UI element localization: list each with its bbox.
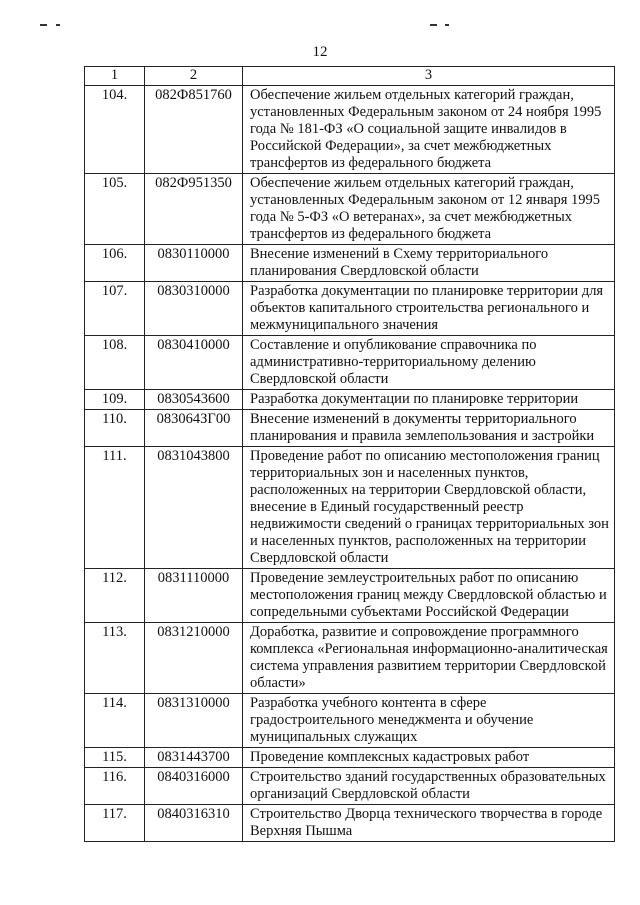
table-row xyxy=(85,447,615,569)
page-number: 12 xyxy=(312,44,328,60)
row-description: Разработка документации по планировке территории xyxy=(243,390,615,410)
row-code: 0831043800 xyxy=(145,447,243,569)
row-number: 106. xyxy=(85,245,145,282)
row-description: Проведение работ по описанию местоположения границ территориальных зон и населенных пунктов, расположенных на территории Свердловской области, внесение в Единый государственный реестр недвижимости сведений о границах территориальных зон и населенных пунктов, расположенных на территории Свердловской области xyxy=(243,447,615,569)
row-description: Внесение изменений в Схему территориального планирования Свердловской области xyxy=(243,245,615,282)
row-description: Составление и опубликование справочника по административно-территориальному делению Свердловской области xyxy=(243,336,615,390)
row-description: Проведение землеустроительных работ по описанию местоположения границ между Свердловской областью и сопредельными субъектами Российской Федерации xyxy=(243,569,615,623)
scan-mark-right xyxy=(430,24,437,26)
row-description: Проведение комплексных кадастровых работ xyxy=(243,748,615,768)
budget-codes-table xyxy=(84,66,615,842)
row-code: 0831110000 xyxy=(145,569,243,623)
row-code: 0831210000 xyxy=(145,623,243,694)
table-row xyxy=(85,282,615,336)
row-number: 115. xyxy=(85,748,145,768)
table-row xyxy=(85,336,615,390)
row-number: 105. xyxy=(85,174,145,245)
table-row xyxy=(85,694,615,748)
table-row xyxy=(85,174,615,245)
column-header-1: 1 xyxy=(85,67,145,86)
row-number: 113. xyxy=(85,623,145,694)
table-row xyxy=(85,805,615,842)
row-code: 0831310000 xyxy=(145,694,243,748)
row-number: 111. xyxy=(85,447,145,569)
column-header-2: 2 xyxy=(145,67,243,86)
table-row xyxy=(85,768,615,805)
row-number: 117. xyxy=(85,805,145,842)
row-description: Разработка учебного контента в сфере градостроительного менеджмента и обучение муниципальных служащих xyxy=(243,694,615,748)
row-code: 0840316000 xyxy=(145,768,243,805)
scan-mark-left-2 xyxy=(56,24,60,26)
row-code: 083064ЗГ00 xyxy=(145,410,243,447)
table-row xyxy=(85,86,615,174)
table-row xyxy=(85,623,615,694)
row-number: 112. xyxy=(85,569,145,623)
row-code: 0830410000 xyxy=(145,336,243,390)
table-row xyxy=(85,410,615,447)
scan-mark-left xyxy=(40,24,47,26)
row-number: 114. xyxy=(85,694,145,748)
row-description: Строительство Дворца технического творчества в городе Верхняя Пышма xyxy=(243,805,615,842)
row-description: Доработка, развитие и сопровождение программного комплекса «Региональная информационно-аналитическая система управления развитием территории Свердловской области» xyxy=(243,623,615,694)
row-code: 082Ф951350 xyxy=(145,174,243,245)
row-number: 104. xyxy=(85,86,145,174)
row-description: Разработка документации по планировке территории для объектов капитального строительства регионального и межмуниципального значения xyxy=(243,282,615,336)
row-description: Обеспечение жильем отдельных категорий граждан, установленных Федеральным законом от 24 ноября 1995 года № 181-ФЗ «О социальной защите инвалидов в Российской Федерации», за счет межбюджетных трансфертов из федерального бюджета xyxy=(243,86,615,174)
scan-mark-right-2 xyxy=(445,24,449,26)
row-description: Обеспечение жильем отдельных категорий граждан, установленных Федеральным законом от 12 января 1995 года № 5-ФЗ «О ветеранах», за счет межбюджетных трансфертов из федерального бюджета xyxy=(243,174,615,245)
row-description: Внесение изменений в документы территориального планирования и правила землепользования и застройки xyxy=(243,410,615,447)
column-header-3: 3 xyxy=(243,67,615,86)
row-code: 0830310000 xyxy=(145,282,243,336)
row-code: 0830543600 xyxy=(145,390,243,410)
row-description: Строительство зданий государственных образовательных организаций Свердловской области xyxy=(243,768,615,805)
row-code: 0831443700 xyxy=(145,748,243,768)
table-row xyxy=(85,569,615,623)
table-row xyxy=(85,390,615,410)
table-row xyxy=(85,245,615,282)
row-number: 107. xyxy=(85,282,145,336)
table-header-row xyxy=(85,67,615,86)
row-code: 0840316310 xyxy=(145,805,243,842)
table-row xyxy=(85,748,615,768)
row-code: 0830110000 xyxy=(145,245,243,282)
row-number: 116. xyxy=(85,768,145,805)
row-number: 108. xyxy=(85,336,145,390)
row-code: 082Ф851760 xyxy=(145,86,243,174)
row-number: 109. xyxy=(85,390,145,410)
row-number: 110. xyxy=(85,410,145,447)
